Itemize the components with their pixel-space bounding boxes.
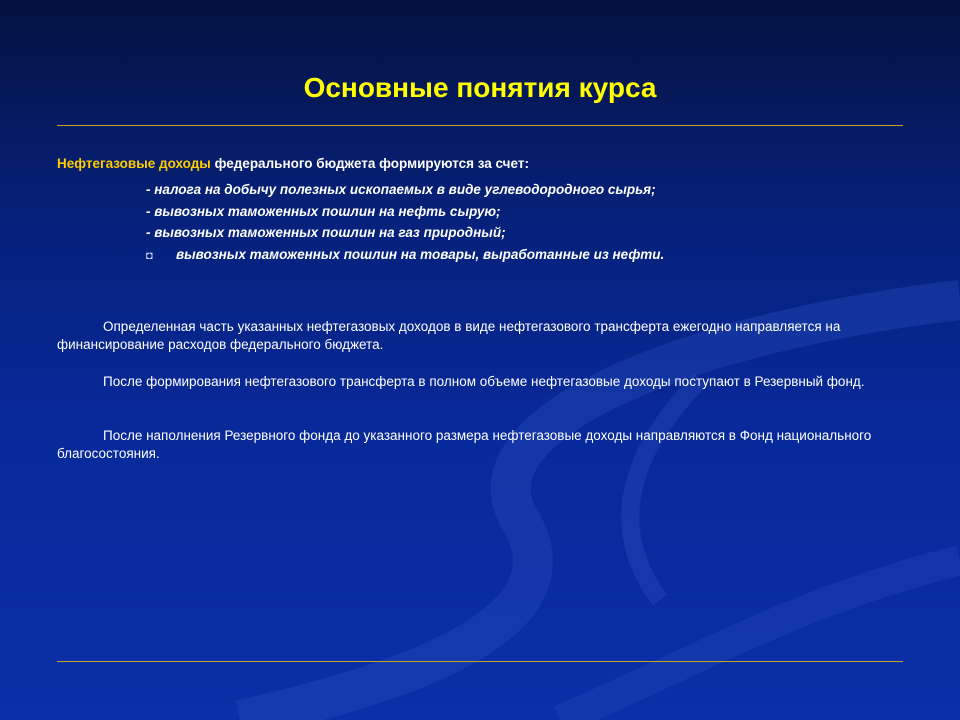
- list-item-text: - вывозных таможенных пошлин на газ природный;: [146, 225, 506, 240]
- list-item: [146, 222, 664, 244]
- revenue-sources-list: [146, 179, 664, 265]
- list-item-text: - налога на добычу полезных ископаемых в виде углеводородного сырья;: [146, 182, 656, 197]
- title-divider: [57, 125, 903, 126]
- slide-title: Основные понятия курса: [303, 72, 657, 103]
- list-item-text: вывозных таможенных пошлин на товары, выработанные из нефти.: [176, 246, 665, 262]
- paragraph-transfer: Определенная часть указанных нефтегазовых доходов в виде нефтегазового трансферта ежегодно направляется на финансирование расходов федерального бюджета.: [57, 319, 841, 352]
- bullet-marker-icon: ◘: [146, 249, 153, 262]
- lead-highlight: Нефтегазовые доходы: [57, 156, 211, 171]
- lead-rest: федерального бюджета формируются за счет:: [210, 156, 529, 171]
- list-item: [146, 244, 664, 266]
- list-item: [146, 179, 664, 201]
- lead-sentence: [57, 156, 529, 171]
- list-item-text: - вывозных таможенных пошлин на нефть сырую;: [146, 203, 501, 219]
- paragraph-welfare-fund: После наполнения Резервного фонда до указанного размера нефтегазовые доходы направляются в Фонд национального благосостояния.: [57, 428, 872, 461]
- footer-divider: [57, 661, 903, 662]
- list-item: [146, 201, 664, 223]
- paragraph-reserve-fund: После формирования нефтегазового трансферта в полном объеме нефтегазовые доходы поступают в Резервный фонд.: [103, 374, 865, 389]
